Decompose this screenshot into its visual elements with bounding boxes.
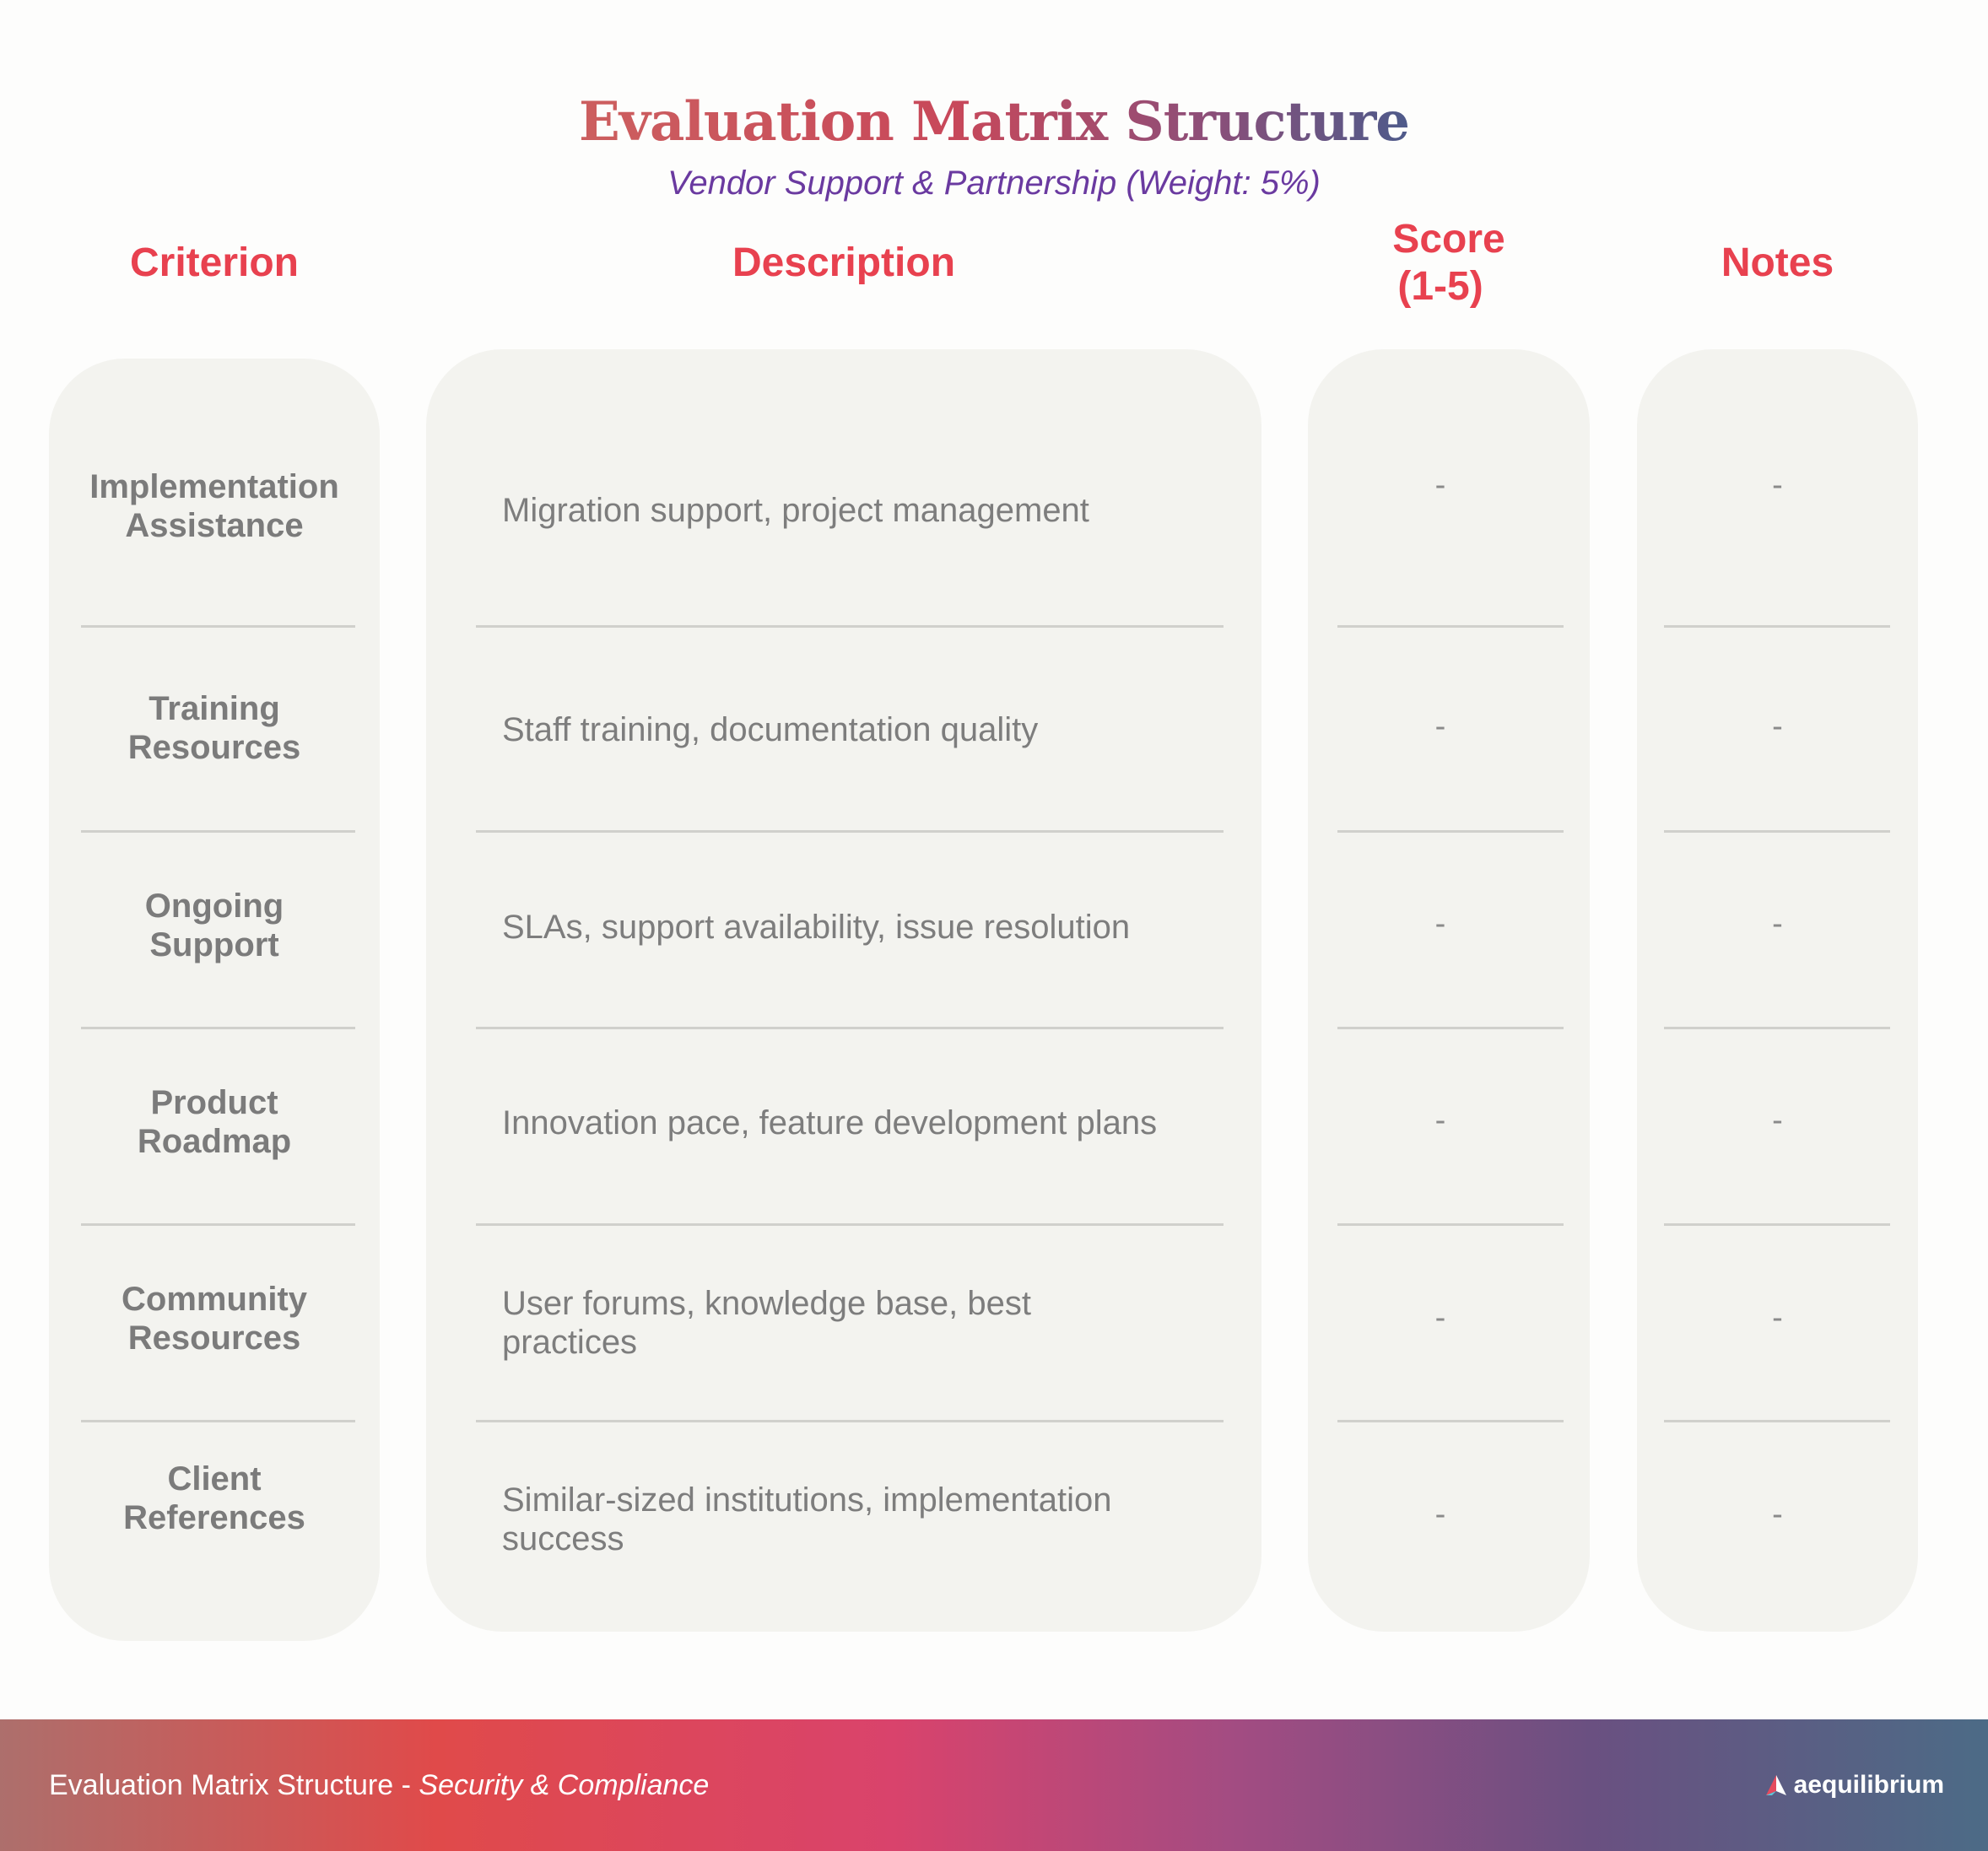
criterion-line: Roadmap xyxy=(137,1123,292,1160)
footer-caption-main: Evaluation Matrix Structure - xyxy=(49,1769,419,1801)
score-cell[interactable]: - xyxy=(1434,1496,1446,1532)
table-row-criterion xyxy=(49,447,380,565)
criterion-line: Community xyxy=(122,1281,307,1318)
criterion-line: Resources xyxy=(127,729,301,766)
criterion-line: Product xyxy=(150,1084,278,1121)
column-header-score xyxy=(1308,216,1590,310)
score-cell[interactable]: - xyxy=(1434,905,1446,942)
description-line: practices xyxy=(502,1324,638,1361)
table-row-criterion xyxy=(49,1260,380,1378)
description-line: SLAs, support availability, issue resolution xyxy=(502,909,1131,946)
table-row-description xyxy=(502,1102,1245,1144)
table-row-description xyxy=(502,906,1245,948)
row-divider xyxy=(1664,1027,1890,1029)
score-cell[interactable]: - xyxy=(1434,467,1446,503)
notes-cell[interactable]: - xyxy=(1772,708,1783,744)
row-divider xyxy=(476,625,1224,628)
table-row-criterion xyxy=(49,866,380,985)
table-row-description xyxy=(502,709,1245,751)
table-row-description xyxy=(502,1281,1245,1365)
row-divider xyxy=(1664,625,1890,628)
criterion-line: References xyxy=(123,1499,305,1536)
notes-cell[interactable]: - xyxy=(1772,905,1783,942)
criterion-line: Resources xyxy=(127,1319,301,1357)
criterion-line: Training xyxy=(149,690,280,727)
table-row-criterion xyxy=(49,1063,380,1181)
column-header-description: Description xyxy=(732,240,956,285)
notes-column-panel xyxy=(1637,349,1918,1632)
row-divider xyxy=(476,1420,1224,1422)
row-divider xyxy=(476,830,1224,833)
criterion-line: Client xyxy=(167,1460,262,1498)
row-divider xyxy=(1337,1223,1564,1226)
notes-cell[interactable]: - xyxy=(1772,1496,1783,1532)
page-title: Evaluation Matrix Structure xyxy=(579,84,1409,160)
column-header-score-line1: Score xyxy=(1392,217,1505,262)
column-header-score-line2: (1-5) xyxy=(1397,264,1483,309)
row-divider xyxy=(1664,830,1890,833)
score-cell[interactable]: - xyxy=(1434,708,1446,744)
brand-logo[interactable] xyxy=(1764,1768,1944,1802)
score-column-panel xyxy=(1308,349,1590,1632)
description-line: Migration support, project management xyxy=(502,492,1089,529)
description-line: Staff training, documentation quality xyxy=(502,711,1039,748)
table-row-description xyxy=(502,1477,1245,1562)
description-line: Innovation pace, feature development plans xyxy=(502,1104,1158,1141)
row-divider xyxy=(1337,1420,1564,1422)
criterion-line: Implementation xyxy=(89,468,339,505)
brand-name: aequilibrium xyxy=(1793,1771,1944,1799)
score-cell[interactable]: - xyxy=(1434,1299,1446,1336)
row-divider xyxy=(81,1420,355,1422)
row-divider xyxy=(1664,1223,1890,1226)
row-divider xyxy=(1337,830,1564,833)
footer-caption xyxy=(49,1767,709,1804)
aequilibrium-logo-icon xyxy=(1764,1773,1789,1798)
title-wrap xyxy=(0,84,1988,160)
criterion-line: Assistance xyxy=(125,507,304,544)
description-line: Similar-sized institutions, implementation xyxy=(502,1481,1112,1519)
table-row-description xyxy=(502,472,1245,548)
footer-caption-italic: Security & Compliance xyxy=(419,1769,710,1801)
row-divider xyxy=(1337,1027,1564,1029)
table-row-criterion xyxy=(49,1439,380,1557)
row-divider xyxy=(1337,625,1564,628)
column-header-criterion: Criterion xyxy=(129,240,299,285)
row-divider xyxy=(81,830,355,833)
row-divider xyxy=(476,1223,1224,1226)
notes-cell[interactable]: - xyxy=(1772,1299,1783,1336)
description-line: User forums, knowledge base, best xyxy=(502,1285,1031,1322)
notes-cell[interactable]: - xyxy=(1772,467,1783,503)
row-divider xyxy=(1664,1420,1890,1422)
score-cell[interactable]: - xyxy=(1434,1102,1446,1138)
row-divider xyxy=(81,1027,355,1029)
notes-cell[interactable]: - xyxy=(1772,1102,1783,1138)
criterion-line: Ongoing xyxy=(144,888,284,925)
criterion-line: Support xyxy=(149,926,279,963)
table-row-criterion xyxy=(49,669,380,787)
description-line: success xyxy=(502,1520,624,1557)
row-divider xyxy=(476,1027,1224,1029)
column-header-notes: Notes xyxy=(1721,240,1834,285)
row-divider xyxy=(81,625,355,628)
page-subtitle: Vendor Support & Partnership (Weight: 5%) xyxy=(667,165,1321,202)
row-divider xyxy=(81,1223,355,1226)
footer-bar xyxy=(0,1719,1988,1851)
